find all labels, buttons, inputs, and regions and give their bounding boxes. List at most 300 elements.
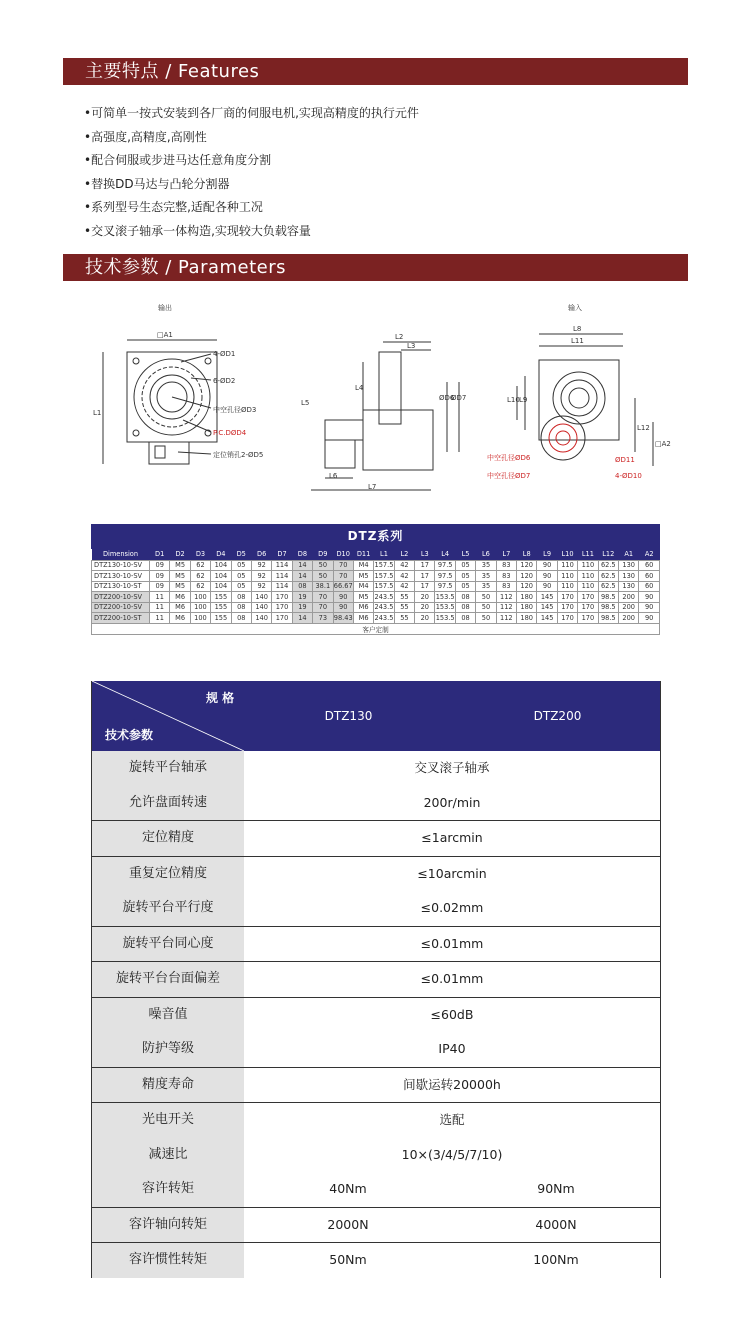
dtz-value-cell: 19 bbox=[292, 602, 312, 613]
dtz-value-cell: 100 bbox=[190, 602, 210, 613]
dtz-value-cell: 90 bbox=[537, 581, 557, 592]
dtz-value-cell: 05 bbox=[231, 581, 251, 592]
dtz-value-cell: 62 bbox=[190, 571, 210, 582]
param-value-cell bbox=[244, 1208, 660, 1243]
header-model-dtz200: DTZ200 bbox=[533, 709, 582, 723]
param-row bbox=[92, 1068, 660, 1103]
dtz-value-cell: 17 bbox=[415, 571, 435, 582]
dtz-row bbox=[92, 560, 660, 571]
dim-l8: L8 bbox=[573, 325, 582, 333]
dtz-value-cell: M5 bbox=[170, 560, 190, 571]
dtz-value-cell: 83 bbox=[496, 571, 516, 582]
callout-d2: 6-ØD2 bbox=[213, 377, 236, 385]
dtz-value-cell: 120 bbox=[517, 560, 537, 571]
dtz-value-cell: 08 bbox=[455, 613, 475, 624]
dtz-value-cell: 180 bbox=[517, 592, 537, 603]
dtz-value-cell: 120 bbox=[517, 571, 537, 582]
dtz-value-cell: 104 bbox=[211, 571, 231, 582]
callout-d5: 定位销孔2-ØD5 bbox=[213, 451, 264, 459]
param-row bbox=[92, 1208, 660, 1243]
dtz-dimension-table bbox=[91, 524, 660, 635]
dtz-value-cell: 08 bbox=[292, 581, 312, 592]
dtz-model-cell: DTZ130-10-SV bbox=[92, 571, 150, 582]
dtz-value-cell: M6 bbox=[170, 592, 190, 603]
param-label: 定位精度 bbox=[92, 821, 244, 856]
dtz-header-cell: L6 bbox=[476, 549, 496, 560]
dtz-value-cell: 55 bbox=[394, 613, 414, 624]
dtz-value-cell: 157.5 bbox=[374, 571, 394, 580]
param-row bbox=[92, 857, 660, 892]
parameters-section-title: 技术参数 / Parameters bbox=[63, 254, 688, 281]
param-value: ≤10arcmin bbox=[417, 865, 487, 881]
dtz-value-cell: 170 bbox=[578, 613, 598, 624]
dtz-value-cell: 14 bbox=[292, 571, 312, 582]
dtz-value-cell: 11 bbox=[150, 602, 170, 613]
dtz-value-cell: 200 bbox=[618, 613, 638, 624]
dtz-value-cell: 98.5 bbox=[598, 613, 618, 624]
dtz-value-cell: 114 bbox=[272, 571, 292, 582]
dtz-value-cell: 130 bbox=[618, 571, 638, 582]
param-value: ≤0.01mm bbox=[420, 971, 484, 986]
dtz-value-cell: 170 bbox=[557, 602, 577, 613]
parameter-table-header bbox=[92, 681, 660, 751]
param-value: 选配 bbox=[439, 1112, 465, 1127]
dtz-value-cell: 140 bbox=[251, 602, 271, 613]
dtz-value-cell: 17 bbox=[415, 581, 435, 592]
callout-d1: 4-ØD1 bbox=[213, 350, 236, 358]
param-value-cell bbox=[244, 1138, 660, 1173]
dtz-value-cell: 170 bbox=[272, 602, 292, 613]
dtz-value-cell: 170 bbox=[557, 592, 577, 603]
dtz-value-cell: 17 bbox=[415, 560, 435, 571]
param-group bbox=[92, 857, 660, 927]
dtz-value-cell: 155 bbox=[211, 592, 231, 603]
dim-l3: L3 bbox=[407, 342, 416, 350]
dtz-value-cell: 50 bbox=[476, 613, 496, 624]
feature-item: •高强度,高精度,高刚性 bbox=[84, 129, 207, 144]
param-row bbox=[92, 1032, 660, 1067]
param-value-cell bbox=[244, 1243, 660, 1278]
dtz-value-cell: 08 bbox=[231, 592, 251, 603]
dtz-value-cell: M6 bbox=[170, 613, 190, 624]
dtz-value-cell: 120 bbox=[517, 581, 537, 592]
dtz-note: 客户定制 bbox=[92, 623, 660, 634]
dtz-row bbox=[92, 613, 660, 624]
dtz-value-cell: 90 bbox=[639, 613, 660, 624]
dtz-value-cell: 97.5 bbox=[435, 581, 455, 592]
dtz-value-cell: 70 bbox=[313, 602, 333, 613]
callout-d10: 4-ØD10 bbox=[615, 472, 642, 480]
dtz-value-cell: 50 bbox=[313, 571, 333, 582]
param-label: 旋转平台平行度 bbox=[92, 891, 244, 926]
param-label: 允许盘面转速 bbox=[92, 786, 244, 821]
dtz-value-cell: 145 bbox=[537, 592, 557, 603]
dtz-value-cell: 35 bbox=[476, 571, 496, 582]
dtz-value-cell: 09 bbox=[150, 571, 170, 582]
dtz-value-cell: 153.5 bbox=[435, 592, 455, 601]
param-label: 光电开关 bbox=[92, 1103, 244, 1138]
dim-l1: L1 bbox=[93, 409, 102, 417]
dtz-header-cell: Dimension bbox=[92, 549, 150, 560]
dtz-header-cell: L3 bbox=[415, 549, 435, 560]
dtz-value-cell: 09 bbox=[150, 581, 170, 592]
dtz-value-cell: 90 bbox=[639, 592, 660, 603]
dtz-model-cell: DTZ200-10-SV bbox=[92, 592, 150, 603]
param-value: ≤1arcmin bbox=[421, 830, 483, 845]
dtz-value-cell: 05 bbox=[455, 560, 475, 571]
callout-d3: 中空孔径ØD3 bbox=[213, 406, 257, 414]
dtz-model-cell: DTZ130-10-ST bbox=[92, 581, 150, 592]
dtz-header-cell: L5 bbox=[455, 549, 475, 560]
dtz-value-cell: 20 bbox=[415, 592, 435, 603]
param-value: 间歇运转20000h bbox=[403, 1076, 501, 1092]
dtz-value-cell: 35 bbox=[476, 560, 496, 571]
header-model-dtz130: DTZ130 bbox=[324, 709, 373, 723]
param-group bbox=[92, 821, 660, 857]
dtz-model-cell: DTZ200-10-ST bbox=[92, 613, 150, 624]
dtz-value-cell: 08 bbox=[231, 613, 251, 624]
callout-d11: ØD11 bbox=[615, 456, 635, 464]
dtz-value-cell: 110 bbox=[557, 571, 577, 582]
feature-item: •系列型号生态完整,适配各种工况 bbox=[84, 200, 263, 214]
dtz-value-cell: 170 bbox=[272, 613, 292, 624]
param-group bbox=[92, 962, 660, 998]
dtz-value-cell: 92 bbox=[251, 581, 271, 592]
param-label: 重复定位精度 bbox=[92, 857, 244, 892]
dtz-value-cell: 130 bbox=[618, 560, 638, 571]
dim-l12: L12 bbox=[637, 424, 650, 432]
param-value-cell bbox=[244, 751, 660, 786]
param-row bbox=[92, 1172, 660, 1207]
param-group bbox=[92, 927, 660, 963]
dtz-header-cell: L4 bbox=[435, 549, 455, 560]
dtz-value-cell: 11 bbox=[150, 613, 170, 624]
dtz-value-cell: 50 bbox=[476, 592, 496, 603]
dtz-value-cell: 70 bbox=[333, 560, 353, 571]
dtz-value-cell: 243.5 bbox=[374, 592, 394, 601]
param-row bbox=[92, 821, 660, 856]
dtz-value-cell: M6 bbox=[353, 602, 373, 613]
dtz-value-cell: 90 bbox=[333, 592, 353, 603]
dtz-value-cell: 55 bbox=[394, 592, 414, 603]
dtz-header-cell: D9 bbox=[313, 549, 333, 560]
param-value: ≤60dB bbox=[430, 1006, 474, 1022]
param-value-dtz130: 40Nm bbox=[329, 1181, 367, 1196]
dtz-header-cell: D7 bbox=[272, 549, 292, 560]
dtz-value-cell: 145 bbox=[537, 613, 557, 624]
dtz-value-cell: 200 bbox=[618, 602, 638, 613]
dtz-header-cell: L7 bbox=[496, 549, 516, 560]
param-label: 旋转平台台面偏差 bbox=[92, 962, 244, 997]
param-value-cell bbox=[244, 857, 660, 892]
param-row bbox=[92, 751, 660, 786]
dtz-value-cell: 92 bbox=[251, 560, 271, 571]
dim-l5: L5 bbox=[301, 399, 310, 407]
dtz-value-cell: M4 bbox=[353, 560, 373, 571]
dtz-value-cell: 170 bbox=[578, 592, 598, 603]
dtz-value-cell: M5 bbox=[170, 571, 190, 582]
dim-a1: □A1 bbox=[157, 331, 173, 339]
dtz-value-cell: 60 bbox=[639, 571, 660, 582]
param-value-cell bbox=[244, 1032, 660, 1067]
dtz-value-cell: 70 bbox=[313, 592, 333, 603]
dtz-header-cell: D8 bbox=[292, 549, 312, 560]
dtz-value-cell: 92 bbox=[251, 571, 271, 582]
dtz-value-cell: 14 bbox=[292, 613, 312, 624]
dtz-header-cell: D5 bbox=[231, 549, 251, 560]
dtz-value-cell: 180 bbox=[517, 602, 537, 613]
dtz-value-cell: 11 bbox=[150, 592, 170, 603]
param-value-cell bbox=[244, 927, 660, 962]
dim-l9: L9 bbox=[519, 396, 528, 404]
dtz-value-cell: 90 bbox=[537, 560, 557, 571]
dtz-header-cell: D6 bbox=[251, 549, 271, 560]
dtz-value-cell: 62.5 bbox=[598, 581, 618, 592]
dtz-header-cell: L8 bbox=[517, 549, 537, 560]
param-value-cell bbox=[244, 1172, 660, 1207]
dtz-value-cell: 05 bbox=[455, 571, 475, 582]
dtz-header-cell: L1 bbox=[374, 549, 394, 560]
features-list bbox=[84, 102, 684, 243]
dtz-header-cell: D2 bbox=[170, 549, 190, 560]
dtz-value-cell: 50 bbox=[476, 602, 496, 613]
dtz-header-cell: L2 bbox=[394, 549, 414, 560]
header-spec-label: 规 格 bbox=[206, 691, 235, 705]
param-label: 噪音值 bbox=[92, 998, 244, 1033]
dim-l4: L4 bbox=[355, 384, 364, 392]
dtz-value-cell: 243.5 bbox=[374, 603, 394, 612]
dtz-value-cell: 98.5 bbox=[598, 592, 618, 603]
param-group bbox=[92, 751, 660, 821]
param-value-cell bbox=[244, 1103, 660, 1138]
param-value: IP40 bbox=[438, 1041, 466, 1056]
dtz-value-cell: 60 bbox=[639, 581, 660, 592]
param-value-dtz200: 4000N bbox=[535, 1216, 577, 1232]
dtz-value-cell: 38.1 bbox=[313, 581, 333, 592]
dtz-value-cell: 62.5 bbox=[598, 571, 618, 582]
dtz-header-cell: D3 bbox=[190, 549, 210, 560]
dim-d6: ØD6 bbox=[439, 394, 455, 402]
param-value-dtz200: 90Nm bbox=[537, 1181, 575, 1196]
dtz-value-cell: 08 bbox=[231, 602, 251, 613]
dtz-value-cell: 97.5 bbox=[435, 560, 455, 571]
dtz-value-cell: 19 bbox=[292, 592, 312, 603]
dtz-value-cell: 83 bbox=[496, 560, 516, 571]
dtz-value-cell: 09 bbox=[150, 560, 170, 571]
dtz-header-cell: L10 bbox=[557, 549, 577, 560]
param-value: ≤0.02mm bbox=[420, 900, 484, 915]
dtz-value-cell: 05 bbox=[455, 581, 475, 592]
param-row bbox=[92, 962, 660, 997]
dtz-value-cell: 42 bbox=[394, 560, 414, 571]
dtz-value-cell: 98.5 bbox=[598, 602, 618, 613]
param-label: 减速比 bbox=[92, 1138, 244, 1173]
dtz-value-cell: 50 bbox=[313, 560, 333, 571]
dtz-value-cell: 153.5 bbox=[435, 613, 455, 622]
dtz-model-cell: DTZ200-10-SV bbox=[92, 602, 150, 613]
dtz-value-cell: 73 bbox=[313, 613, 333, 624]
param-group bbox=[92, 1243, 660, 1278]
dtz-value-cell: 60 bbox=[639, 560, 660, 571]
dtz-value-cell: 145 bbox=[537, 602, 557, 613]
output-view-label: 输出 bbox=[158, 304, 172, 312]
features-section-title: 主要特点 / Features bbox=[63, 58, 688, 85]
dtz-header-cell: D11 bbox=[353, 549, 373, 560]
dtz-value-cell: 110 bbox=[578, 581, 598, 592]
param-label: 旋转平台轴承 bbox=[92, 751, 244, 786]
param-value-cell bbox=[244, 1068, 660, 1103]
param-value-cell bbox=[244, 962, 660, 997]
dtz-table-title: DTZ系列 bbox=[91, 524, 660, 549]
dtz-value-cell: 153.5 bbox=[435, 603, 455, 612]
param-value-cell bbox=[244, 821, 660, 856]
dtz-value-cell: 170 bbox=[578, 602, 598, 613]
header-tech-label: 技术参数 bbox=[105, 728, 154, 742]
param-label: 旋转平台同心度 bbox=[92, 927, 244, 962]
dtz-value-cell: 55 bbox=[394, 602, 414, 613]
dtz-value-cell: 100 bbox=[190, 592, 210, 603]
dtz-value-cell: 114 bbox=[272, 560, 292, 571]
dtz-value-cell: 104 bbox=[211, 581, 231, 592]
dim-l11: L11 bbox=[571, 337, 584, 345]
dtz-value-cell: 05 bbox=[231, 560, 251, 571]
dtz-value-cell: M4 bbox=[353, 581, 373, 592]
dtz-value-cell: 66.67 bbox=[333, 582, 353, 591]
param-value-cell bbox=[244, 891, 660, 926]
dtz-value-cell: 62 bbox=[190, 560, 210, 571]
dtz-value-cell: 180 bbox=[517, 613, 537, 624]
dtz-value-cell: 20 bbox=[415, 602, 435, 613]
feature-item: •交叉滚子轴承一体构造,实现较大负载容量 bbox=[84, 223, 311, 238]
dtz-value-cell: 20 bbox=[415, 613, 435, 624]
dim-a2: □A2 bbox=[655, 440, 671, 448]
dtz-header-cell: A1 bbox=[618, 549, 638, 560]
dtz-row bbox=[92, 592, 660, 603]
param-value-dtz200: 100Nm bbox=[533, 1252, 579, 1267]
param-value: 交叉滚子轴承 bbox=[414, 760, 490, 775]
param-row bbox=[92, 1243, 660, 1278]
dtz-value-cell: 90 bbox=[333, 602, 353, 613]
dtz-header-cell: D10 bbox=[333, 549, 353, 560]
callout-hollow-d6: 中空孔径ØD6 bbox=[487, 454, 531, 462]
input-view-label: 输入 bbox=[568, 304, 582, 312]
dtz-value-cell: 90 bbox=[537, 571, 557, 582]
dtz-value-cell: 42 bbox=[394, 581, 414, 592]
dim-l2: L2 bbox=[395, 333, 404, 341]
param-group bbox=[92, 1103, 660, 1208]
dtz-header-cell: L9 bbox=[537, 549, 557, 560]
param-value: 10×(3/4/5/7/10) bbox=[401, 1146, 503, 1162]
param-row bbox=[92, 1138, 660, 1173]
dtz-value-cell: 83 bbox=[496, 581, 516, 592]
dtz-value-cell: 110 bbox=[557, 560, 577, 571]
dtz-value-cell: 110 bbox=[557, 581, 577, 592]
dtz-value-cell: 155 bbox=[211, 602, 231, 613]
dtz-value-cell: 35 bbox=[476, 581, 496, 592]
parameter-table bbox=[91, 681, 661, 1278]
param-value-cell bbox=[244, 998, 660, 1033]
feature-item: •可简单一按式安装到各厂商的伺服电机,实现高精度的执行元件 bbox=[84, 106, 419, 120]
dtz-value-cell: M5 bbox=[170, 581, 190, 592]
drawing-canvas bbox=[63, 290, 688, 510]
dtz-value-cell: 14 bbox=[292, 560, 312, 571]
param-label: 容许转矩 bbox=[92, 1172, 244, 1207]
dtz-value-cell: 130 bbox=[618, 581, 638, 592]
dtz-value-cell: 42 bbox=[394, 571, 414, 582]
dtz-value-cell: 110 bbox=[578, 560, 598, 571]
parameter-table-body bbox=[92, 751, 660, 1278]
dtz-value-cell: 70 bbox=[333, 571, 353, 582]
technical-drawings bbox=[63, 290, 688, 510]
param-row bbox=[92, 1103, 660, 1138]
param-group bbox=[92, 1068, 660, 1104]
param-row bbox=[92, 786, 660, 821]
dtz-value-cell: 243.5 bbox=[374, 613, 394, 622]
dtz-value-cell: 140 bbox=[251, 613, 271, 624]
param-group bbox=[92, 1208, 660, 1244]
param-row bbox=[92, 927, 660, 962]
dtz-model-cell: DTZ130-10-SV bbox=[92, 560, 150, 571]
dtz-header-cell: D1 bbox=[150, 549, 170, 560]
param-value-dtz130: 2000N bbox=[327, 1216, 369, 1232]
dim-l10: L10 bbox=[507, 396, 520, 404]
param-group bbox=[92, 998, 660, 1068]
callout-hollow-d7: 中空孔径ØD7 bbox=[487, 472, 531, 480]
dtz-value-cell: 104 bbox=[211, 560, 231, 571]
param-row bbox=[92, 891, 660, 926]
dtz-row bbox=[92, 581, 660, 592]
dtz-value-cell: 170 bbox=[557, 613, 577, 624]
dtz-value-cell: 100 bbox=[190, 613, 210, 624]
dim-l6: L6 bbox=[329, 472, 338, 480]
dtz-value-cell: 08 bbox=[455, 602, 475, 613]
feature-item: •配合伺服或步进马达任意角度分割 bbox=[84, 153, 272, 167]
dtz-value-cell: 62.5 bbox=[598, 560, 618, 571]
dtz-value-cell: 98.43 bbox=[333, 613, 353, 622]
dtz-value-cell: M5 bbox=[353, 592, 373, 603]
dtz-header-cell: L11 bbox=[578, 549, 598, 560]
dtz-value-cell: 62 bbox=[190, 581, 210, 592]
dtz-table-grid bbox=[91, 549, 660, 635]
dtz-value-cell: 155 bbox=[211, 613, 231, 624]
dtz-value-cell: 157.5 bbox=[374, 582, 394, 591]
feature-item: •替换DD马达与凸轮分割器 bbox=[84, 176, 230, 191]
dtz-value-cell: 97.5 bbox=[435, 571, 455, 582]
dim-d7: ØD7 bbox=[451, 394, 467, 402]
param-value-cell bbox=[244, 786, 660, 821]
param-label: 精度寿命 bbox=[92, 1068, 244, 1103]
dtz-value-cell: 90 bbox=[639, 602, 660, 613]
dtz-value-cell: M6 bbox=[353, 613, 373, 624]
dtz-value-cell: 112 bbox=[496, 592, 516, 603]
param-value: ≤0.01mm bbox=[420, 935, 484, 951]
dtz-header-cell: L12 bbox=[598, 549, 618, 560]
dtz-row bbox=[92, 602, 660, 613]
dtz-header-cell: A2 bbox=[639, 549, 660, 560]
param-value: 200r/min bbox=[423, 794, 481, 810]
dtz-value-cell: M6 bbox=[170, 602, 190, 613]
param-label: 容许轴向转矩 bbox=[92, 1208, 244, 1243]
dim-l7: L7 bbox=[368, 483, 377, 491]
param-label: 容许惯性转矩 bbox=[92, 1243, 244, 1278]
dtz-header-cell: D4 bbox=[211, 549, 231, 560]
dtz-value-cell: 157.5 bbox=[374, 561, 394, 570]
dtz-value-cell: 110 bbox=[578, 571, 598, 582]
dtz-value-cell: 140 bbox=[251, 592, 271, 603]
param-label: 防护等级 bbox=[92, 1032, 244, 1067]
param-row bbox=[92, 998, 660, 1033]
dtz-value-cell: 08 bbox=[455, 592, 475, 603]
